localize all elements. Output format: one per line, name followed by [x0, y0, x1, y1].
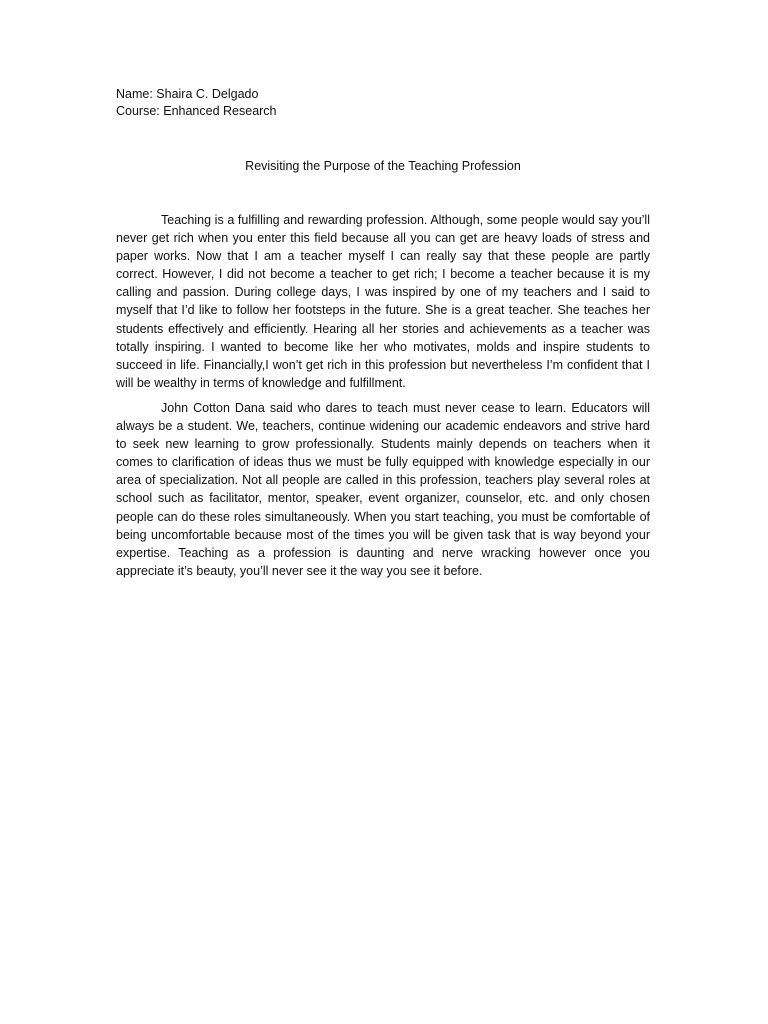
document-header: [116, 86, 277, 120]
document-title: Revisiting the Purpose of the Teaching Profession: [245, 159, 521, 173]
document-body: [116, 211, 650, 587]
paragraph-2: John Cotton Dana said who dares to teach must never cease to learn. Educators will always be a student. We, teachers, continue widening our academic endeavors and strive hard to seek new learning to grow professionally. Students mainly depends on teachers when it comes to clarification of ideas thus we must be fully equipped with knowledge especially in our area of specialization. Not all people are called in this profession, teachers play several roles at school such as facilitator, mentor, speaker, event organizer, counselor, etc. and only chosen people can do these roles simultaneously. When you start teaching, you must be comfortable of being uncomfortable because most of the times you will be given task that is way beyond your expertise. Teaching as a profession is daunting and nerve wracking however once you appreciate it’s beauty, you’ll never see it the way you see it before.: [116, 400, 650, 578]
author-name: Name: Shaira C. Delgado: [116, 87, 259, 101]
paragraph-1: Teaching is a fulfilling and rewarding profession. Although, some people would say you’ll never get rich when you enter this field because all you can get are heavy loads of stress and paper works. Now that I am a teacher myself I can really say that these people are partly correct. However, I did not become a teacher to get rich; I become a teacher because it is my calling and passion. During college days, I was inspired by one of my teachers and I said to myself that I’d like to follow her footsteps in the future. She is a great teacher. She teaches her students effectively and efficiently. Hearing all her stories and achievements as a teacher was totally inspiring. I wanted to become like her who motivates, molds and inspire students to succeed in life. Financially,I won’t get rich in this profession but nevertheless I’m confident that I will be wealthy in terms of knowledge and fulfillment.: [116, 213, 650, 390]
course-name: Course: Enhanced Research: [116, 104, 277, 118]
